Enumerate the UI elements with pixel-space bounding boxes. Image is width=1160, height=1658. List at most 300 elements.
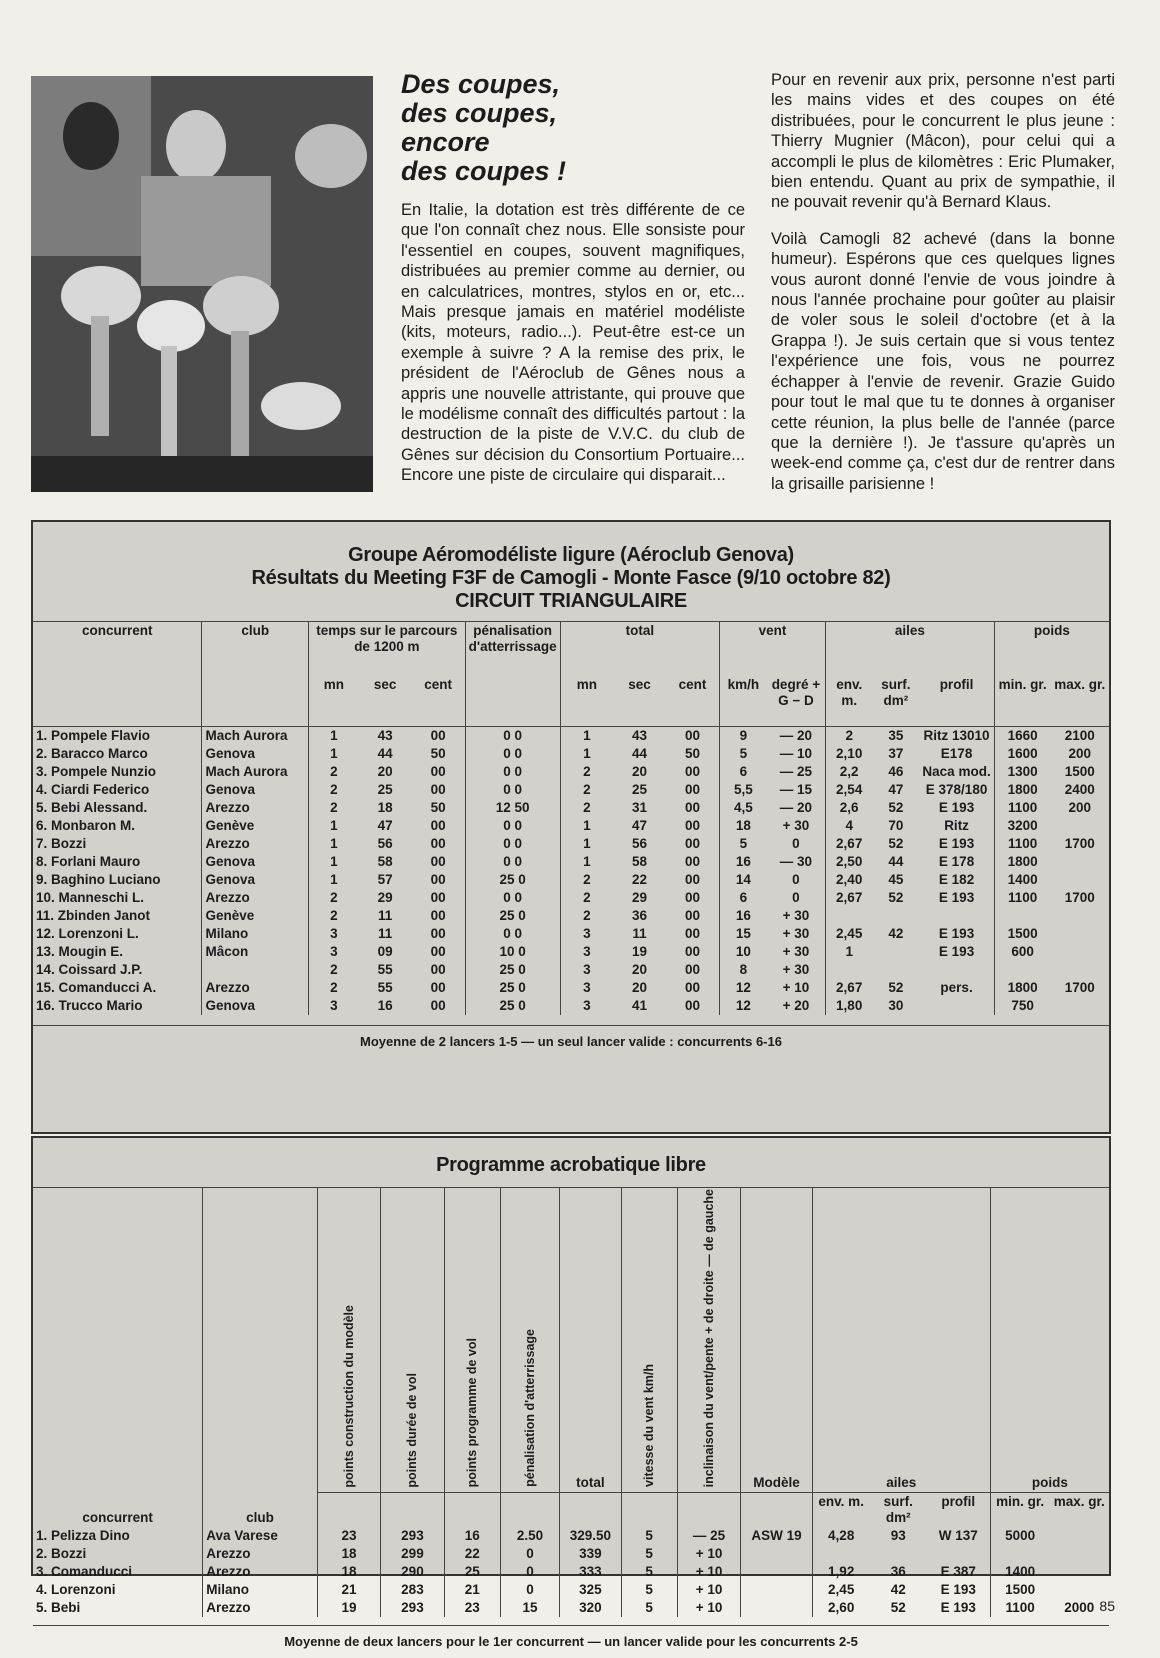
table-cell: 19 bbox=[317, 1599, 380, 1617]
table-cell: 29 bbox=[377, 890, 393, 905]
table-cell: 5 bbox=[621, 1545, 677, 1563]
table-cell: 3 bbox=[560, 943, 613, 961]
table-cell: 20 bbox=[632, 980, 648, 995]
table-cell: 293 bbox=[381, 1527, 444, 1545]
table-cell: 22 bbox=[444, 1545, 500, 1563]
table-cell: 93 bbox=[890, 1528, 906, 1544]
table-cell: 1800 bbox=[994, 781, 1050, 799]
table-cell: 1 bbox=[309, 727, 359, 746]
table-cell: 25 bbox=[377, 782, 393, 797]
table-row bbox=[33, 1545, 1109, 1563]
table-cell: 290 bbox=[381, 1563, 444, 1581]
table-cell bbox=[741, 1563, 813, 1581]
results-grid bbox=[33, 621, 1109, 1015]
table-cell: + 30 bbox=[782, 818, 810, 833]
col-header: profil bbox=[939, 677, 974, 692]
table-cell: 00 bbox=[430, 998, 446, 1013]
table-cell: 00 bbox=[685, 962, 701, 977]
table-cell: Genova bbox=[202, 781, 309, 799]
col-header: pénalisation d'atterrissage bbox=[523, 1329, 538, 1488]
table-cell bbox=[826, 907, 873, 925]
table-cell: 36 bbox=[890, 1564, 906, 1580]
table-cell: E 182 bbox=[938, 872, 975, 887]
table-cell: 57 bbox=[377, 872, 393, 887]
col-header: pénalisation d'atterrissage bbox=[465, 622, 560, 727]
table-cell: 0 0 bbox=[465, 745, 560, 763]
table-cell: 2100 bbox=[1064, 728, 1095, 743]
table-cell: 2,50 bbox=[826, 853, 873, 871]
table-cell: + 10 bbox=[782, 980, 810, 995]
table-row bbox=[33, 745, 1109, 763]
table-cell: 16 bbox=[720, 907, 767, 925]
col-header: ailes bbox=[826, 622, 995, 677]
table-cell: 00 bbox=[430, 908, 446, 923]
table-cell: 52 bbox=[888, 980, 904, 995]
table-cell: 52 bbox=[888, 836, 904, 851]
table-cell: 14 bbox=[720, 871, 767, 889]
table-cell: 44 bbox=[377, 746, 393, 761]
table-cell bbox=[741, 1545, 813, 1563]
heading-line: des coupes, bbox=[401, 98, 558, 128]
table-cell: 13. Mougin E. bbox=[36, 944, 124, 959]
table-cell: 00 bbox=[685, 908, 701, 923]
table-cell bbox=[919, 907, 994, 925]
table-cell: 12 bbox=[720, 997, 767, 1015]
table-cell: 43 bbox=[632, 728, 648, 743]
table-cell: 1 bbox=[560, 745, 613, 763]
table-cell: Genova bbox=[202, 745, 309, 763]
table-cell: 21 bbox=[317, 1581, 380, 1599]
table-cell: 52 bbox=[890, 1600, 906, 1616]
table-cell: 58 bbox=[632, 854, 648, 869]
table-row bbox=[33, 907, 1109, 925]
table-cell: E 193 bbox=[940, 1582, 976, 1598]
table-cell: — 20 bbox=[779, 800, 813, 815]
table-cell bbox=[741, 1581, 813, 1599]
table-cell: 5 bbox=[720, 745, 767, 763]
table-cell: 5 bbox=[621, 1527, 677, 1545]
table-cell: 44 bbox=[632, 746, 648, 761]
table-cell: Arezzo bbox=[203, 1545, 318, 1563]
table-cell: 3. Comanducci bbox=[36, 1564, 133, 1580]
table-cell: 15 bbox=[500, 1599, 559, 1617]
table-cell: 283 bbox=[381, 1581, 444, 1599]
table-cell: 1 bbox=[309, 817, 359, 835]
table-cell bbox=[872, 943, 919, 961]
table-cell: 31 bbox=[632, 800, 648, 815]
col-header: poids bbox=[994, 622, 1109, 677]
col-header: points programme de vol bbox=[465, 1337, 480, 1488]
table-cell: 2,10 bbox=[826, 745, 873, 763]
table-cell: 52 bbox=[888, 890, 904, 905]
table-cell: E 193 bbox=[938, 944, 975, 959]
table-cell: 4,28 bbox=[812, 1527, 869, 1545]
table-cell: 1 bbox=[309, 853, 359, 871]
table-cell: 16 bbox=[720, 853, 767, 871]
table-cell: 15 bbox=[720, 925, 767, 943]
table-cell: 12. Lorenzoni L. bbox=[36, 926, 139, 941]
table-cell: 4,5 bbox=[720, 799, 767, 817]
acro-grid bbox=[33, 1187, 1109, 1617]
table-cell: 2,67 bbox=[826, 889, 873, 907]
table-cell: 6. Monbaron M. bbox=[36, 818, 135, 833]
table-cell: + 30 bbox=[782, 962, 810, 977]
table-cell: 00 bbox=[685, 926, 701, 941]
col-header: concurrent bbox=[82, 1510, 153, 1526]
col-header: mn bbox=[560, 676, 613, 727]
table-cell bbox=[1050, 1581, 1109, 1599]
table-cell bbox=[1050, 1563, 1109, 1581]
table-cell: 0 0 bbox=[465, 781, 560, 799]
table-cell: 5,5 bbox=[720, 781, 767, 799]
table-cell: Arezzo bbox=[202, 979, 309, 997]
table-cell: 47 bbox=[377, 818, 393, 833]
table-cell: 325 bbox=[560, 1581, 621, 1599]
table-row bbox=[33, 1581, 1109, 1599]
table-cell: 14. Coissard J.P. bbox=[36, 962, 143, 977]
table-cell: 25 0 bbox=[465, 997, 560, 1015]
table-cell: 9. Baghino Luciano bbox=[36, 872, 161, 887]
table-cell: Milano bbox=[202, 925, 309, 943]
table-cell: 5 bbox=[720, 835, 767, 853]
table-cell: Genève bbox=[202, 817, 309, 835]
table-cell: 1300 bbox=[994, 763, 1050, 781]
table-cell: 00 bbox=[685, 872, 701, 887]
table-cell: 35 bbox=[888, 728, 904, 743]
table-cell: — 20 bbox=[779, 728, 813, 743]
table-cell: 5 bbox=[621, 1563, 677, 1581]
table-cell bbox=[1051, 853, 1109, 871]
table-cell: 20 bbox=[632, 764, 648, 779]
col-header: profil bbox=[941, 1494, 976, 1510]
article-column-3 bbox=[771, 70, 1115, 494]
table-cell: 11 bbox=[632, 926, 647, 941]
table-row bbox=[33, 889, 1109, 907]
table-cell: 1 bbox=[309, 871, 359, 889]
table-cell: — 30 bbox=[779, 854, 813, 869]
table-cell: W 137 bbox=[938, 1528, 978, 1544]
table-cell: E 378/180 bbox=[925, 782, 988, 797]
table-cell bbox=[919, 997, 994, 1015]
table-title: Résultats du Meeting F3F de Camogli - Monte Fasce (9/10 octobre 82) bbox=[251, 567, 891, 589]
table-cell: 0 0 bbox=[465, 853, 560, 871]
table-cell: 0 bbox=[500, 1581, 559, 1599]
article-paragraph: Pour en revenir aux prix, personne n'est parti les mains vides et des coupes on été distribuées, pour le concurrent le plus jeune : Thierry Mugnier (Mâcon), pour celui qui a accompli le plus de kilomètres : Eric Plumaker, bien entendu. Quant au prix de sympathie, il ne pouvait revenir qu'à Bernard Klaus. bbox=[771, 71, 1115, 212]
table-cell: E178 bbox=[940, 746, 973, 761]
table-cell: 0 0 bbox=[465, 727, 560, 746]
table-cell: 25 bbox=[632, 782, 648, 797]
table-cell: 2,45 bbox=[826, 925, 873, 943]
table-cell bbox=[202, 961, 309, 979]
table-cell: 41 bbox=[632, 998, 648, 1013]
table-cell: 4. Lorenzoni bbox=[36, 1582, 116, 1598]
table-cell: 00 bbox=[685, 800, 701, 815]
table-cell: 00 bbox=[685, 944, 701, 959]
table-row bbox=[33, 997, 1109, 1015]
table-cell: 1 bbox=[560, 727, 613, 746]
table-cell: 36 bbox=[632, 908, 648, 923]
table-cell: 25 0 bbox=[465, 961, 560, 979]
table-cell: 37 bbox=[888, 746, 904, 761]
table-cell: 18 bbox=[720, 817, 767, 835]
table-cell: Milano bbox=[203, 1581, 318, 1599]
table-cell: 50 bbox=[685, 746, 701, 761]
table-cell: Arezzo bbox=[202, 889, 309, 907]
table-cell: 4 bbox=[826, 817, 873, 835]
table-cell: Mach Aurora bbox=[202, 763, 309, 781]
table-cell: 2. Baracco Marco bbox=[36, 746, 148, 761]
table-cell: 2,54 bbox=[826, 781, 873, 799]
col-header: club bbox=[203, 1188, 318, 1528]
table-cell: 2,40 bbox=[826, 871, 873, 889]
table-row bbox=[33, 1527, 1109, 1545]
table-cell: 56 bbox=[632, 836, 648, 851]
article-heading bbox=[401, 70, 745, 186]
table-row bbox=[33, 871, 1109, 889]
col-header: inclinaison du vent/pente + de droite — de gauche bbox=[702, 1189, 717, 1488]
table-cell: 00 bbox=[430, 728, 446, 743]
table-cell: 1400 bbox=[994, 871, 1050, 889]
col-header: env. m. bbox=[812, 1493, 869, 1528]
table-cell: 12 bbox=[720, 979, 767, 997]
table-cell: — 10 bbox=[779, 746, 813, 761]
table-cell: 2,2 bbox=[826, 763, 873, 781]
article-paragraph: Voilà Camogli 82 achevé (dans la bonne humeur). Espérons que ces quelques lignes vous auront donné l'envie de vous joindre à nous l'année prochaine pour goûter au plaisir de voler sous le soleil d'octobre (et à la Grappa !). Je suis certain que si vous tentez l'expérience une fois, vous ne pourrez échapper à l'envie de revenir. Grazie Guido pour tout le mal que tu te donnes à organiser cette réunion, la plus belle de l'année (parce que la dernière !). Je t'assure qu'après un week-end comme ça, c'est dur de rentrer dans la grisaille parisienne ! bbox=[771, 229, 1115, 493]
table-cell: 6 bbox=[720, 889, 767, 907]
table-cell bbox=[994, 907, 1050, 925]
col-header: temps sur le parcours de 1200 m bbox=[309, 622, 466, 677]
col-header: total bbox=[560, 1188, 621, 1493]
table-cell: 29 bbox=[632, 890, 648, 905]
col-header: min. gr. bbox=[990, 1493, 1049, 1528]
table-cell: 0 0 bbox=[465, 763, 560, 781]
table-cell bbox=[990, 1545, 1049, 1563]
table-cell: 7. Bozzi bbox=[36, 836, 87, 851]
table-cell bbox=[919, 961, 994, 979]
table-row bbox=[33, 961, 1109, 979]
table-cell bbox=[870, 1545, 927, 1563]
table-cell: E 193 bbox=[938, 926, 975, 941]
table-cell: 10. Manneschi L. bbox=[36, 890, 145, 905]
table-title: CIRCUIT TRIANGULAIRE bbox=[455, 590, 687, 612]
table-cell: E 193 bbox=[938, 836, 975, 851]
table-cell: 55 bbox=[377, 980, 393, 995]
table-cell: 3 bbox=[560, 979, 613, 997]
table-cell bbox=[1051, 943, 1109, 961]
table-cell: 0 0 bbox=[465, 889, 560, 907]
table-cell: + 10 bbox=[677, 1563, 740, 1581]
table-cell bbox=[1051, 871, 1109, 889]
table-cell: 2000 bbox=[1064, 1600, 1095, 1616]
table-cell: pers. bbox=[940, 980, 973, 995]
table-cell: 43 bbox=[377, 728, 393, 743]
table-cell: 299 bbox=[381, 1545, 444, 1563]
table-cell bbox=[1051, 817, 1109, 835]
table-cell: 0 0 bbox=[465, 817, 560, 835]
table-cell: 0 0 bbox=[465, 835, 560, 853]
table-cell: 1 bbox=[309, 835, 359, 853]
table-cell: 6 bbox=[720, 763, 767, 781]
table-cell: 23 bbox=[444, 1599, 500, 1617]
table-cell bbox=[1050, 1545, 1109, 1563]
table-cell: 1800 bbox=[994, 853, 1050, 871]
col-header: club bbox=[202, 622, 309, 727]
table-cell: 00 bbox=[685, 836, 701, 851]
table-cell: 00 bbox=[685, 764, 701, 779]
table-cell: + 30 bbox=[782, 926, 810, 941]
table-cell: 320 bbox=[560, 1599, 621, 1617]
col-header: surf. dm² bbox=[881, 677, 911, 708]
table-cell: 1 bbox=[560, 817, 613, 835]
table-cell: 00 bbox=[685, 728, 701, 743]
table-cell: 56 bbox=[377, 836, 393, 851]
table-cell: 46 bbox=[888, 764, 904, 779]
table-cell: 1100 bbox=[990, 1599, 1049, 1617]
table-cell: 2 bbox=[560, 763, 613, 781]
table-cell: 00 bbox=[430, 962, 446, 977]
table-title: Groupe Aéromodéliste ligure (Aéroclub Genova) bbox=[348, 544, 794, 566]
table-note: Moyenne de deux lancers pour le 1er concurrent — un lancer valide pour les concurrents 2-5 bbox=[284, 1634, 858, 1650]
table-cell: 00 bbox=[430, 890, 446, 905]
table-cell: Genova bbox=[202, 871, 309, 889]
table-cell: 2,6 bbox=[826, 799, 873, 817]
table-cell: 2 bbox=[309, 979, 359, 997]
table-cell: 44 bbox=[888, 854, 904, 869]
table-cell: 5. Bebi bbox=[36, 1600, 81, 1616]
table-cell: 2 bbox=[309, 763, 359, 781]
col-header: Modèle bbox=[741, 1188, 813, 1493]
table-cell: Ritz 13010 bbox=[923, 728, 990, 743]
results-table-f3f bbox=[31, 520, 1111, 1134]
table-cell: 3 bbox=[309, 997, 359, 1015]
table-cell bbox=[1051, 907, 1109, 925]
table-cell: 1500 bbox=[1064, 764, 1095, 779]
table-cell: 2.50 bbox=[500, 1527, 559, 1545]
table-cell: + 10 bbox=[677, 1599, 740, 1617]
table-cell: 50 bbox=[430, 800, 446, 815]
col-header: max. gr. bbox=[1054, 677, 1106, 692]
table-cell: 25 0 bbox=[465, 979, 560, 997]
table-cell: 00 bbox=[430, 782, 446, 797]
table-cell: 16 bbox=[377, 998, 393, 1013]
table-cell: 2,60 bbox=[812, 1599, 869, 1617]
col-header: cent bbox=[424, 677, 453, 692]
table-row bbox=[33, 979, 1109, 997]
table-cell: Naca mod. bbox=[922, 764, 991, 779]
table-cell: 00 bbox=[430, 836, 446, 851]
col-header: vent bbox=[720, 622, 826, 677]
table-cell: 1500 bbox=[994, 925, 1050, 943]
page-number: 85 bbox=[1099, 1598, 1115, 1614]
table-cell: 1100 bbox=[994, 835, 1050, 853]
table-cell: 3 bbox=[309, 925, 359, 943]
table-cell: 1 bbox=[560, 853, 613, 871]
table-cell: 18 bbox=[317, 1563, 380, 1581]
table-cell: 2 bbox=[309, 799, 359, 817]
table-row bbox=[33, 817, 1109, 835]
table-cell: 11. Zbinden Janot bbox=[36, 908, 151, 923]
table-cell: 2 bbox=[826, 727, 873, 746]
table-row bbox=[33, 943, 1109, 961]
table-cell: 5 bbox=[621, 1581, 677, 1599]
table-cell: 00 bbox=[430, 854, 446, 869]
table-row bbox=[33, 763, 1109, 781]
table-cell bbox=[741, 1599, 813, 1617]
table-cell: Ritz bbox=[944, 818, 969, 833]
table-cell bbox=[1051, 925, 1109, 943]
table-cell: E 193 bbox=[938, 800, 975, 815]
table-cell: Genève bbox=[202, 907, 309, 925]
table-cell bbox=[872, 961, 919, 979]
table-cell: 16. Trucco Mario bbox=[36, 998, 143, 1013]
table-cell: 2 bbox=[560, 889, 613, 907]
table-cell: 00 bbox=[430, 926, 446, 941]
table-cell: 09 bbox=[377, 944, 393, 959]
table-cell bbox=[1050, 1527, 1109, 1545]
table-cell: Genova bbox=[202, 997, 309, 1015]
table-cell: — 15 bbox=[779, 782, 813, 797]
col-header: cent bbox=[678, 677, 707, 692]
table-cell: 23 bbox=[317, 1527, 380, 1545]
table-cell: 5 bbox=[621, 1599, 677, 1617]
table-cell: 0 0 bbox=[465, 925, 560, 943]
table-cell: 1 bbox=[560, 835, 613, 853]
table-row bbox=[33, 835, 1109, 853]
table-cell: 00 bbox=[685, 782, 701, 797]
heading-line: Des coupes, bbox=[401, 69, 561, 99]
trophies-photo bbox=[31, 76, 373, 492]
article-paragraph: En Italie, la dotation est très différente de ce que l'on connaît chez nous. Elle sonsiste pour l'essentiel en coupes, souvent magnifiques, distribuées au premier comme au dernier, ou en calculatrices, montres, stylos en or, etc... Mais presque jamais en matériel modéliste (kits, moteurs, radio...). Peut-être est-ce un exemple à suivre ? A la remise des prix, le président de l'Aéroclub de Gênes nous a appris une nouvelle attristante, qui prouve que le modélisme connaît des difficultés partout : la destruction de la piste de V.V.C. du club de Gênes sur décision du Consortium Portuaire... Encore une piste de circulaire qui disparait... bbox=[401, 201, 745, 485]
table-cell: 2 bbox=[309, 907, 359, 925]
table-cell bbox=[872, 907, 919, 925]
table-note: Moyenne de 2 lancers 1-5 — un seul lancer valide : concurrents 6-16 bbox=[360, 1034, 782, 1049]
table-cell bbox=[1051, 961, 1109, 979]
table-cell: 3200 bbox=[994, 817, 1050, 835]
table-cell: 21 bbox=[444, 1581, 500, 1599]
table-cell: 293 bbox=[381, 1599, 444, 1617]
table-cell: 2,67 bbox=[826, 835, 873, 853]
table-cell: 70 bbox=[888, 818, 904, 833]
table-cell: 25 0 bbox=[465, 907, 560, 925]
table-cell: 00 bbox=[430, 872, 446, 887]
table-cell: 2 bbox=[309, 781, 359, 799]
table-cell bbox=[1051, 997, 1109, 1015]
table-cell: 2 bbox=[560, 907, 613, 925]
table-cell: 3 bbox=[560, 925, 613, 943]
table-cell: 1400 bbox=[990, 1563, 1049, 1581]
table-cell: 1100 bbox=[994, 889, 1050, 907]
table-cell: 2. Bozzi bbox=[36, 1546, 87, 1562]
table-cell: 1600 bbox=[994, 745, 1050, 763]
table-cell: 42 bbox=[890, 1582, 906, 1598]
table-cell: 9 bbox=[720, 727, 767, 746]
table-cell: 1800 bbox=[994, 979, 1050, 997]
table-cell: E 178 bbox=[938, 854, 975, 869]
table-cell: 2,45 bbox=[812, 1581, 869, 1599]
table-cell: 55 bbox=[377, 962, 393, 977]
table-cell: E 193 bbox=[940, 1600, 976, 1616]
table-cell: 2 bbox=[560, 799, 613, 817]
table-cell: 8 bbox=[720, 961, 767, 979]
table-cell: 45 bbox=[888, 872, 904, 887]
table-cell: + 30 bbox=[782, 908, 810, 923]
table-cell: 2 bbox=[560, 871, 613, 889]
table-cell: 10 bbox=[720, 943, 767, 961]
table-row bbox=[33, 1599, 1109, 1617]
table-cell: 58 bbox=[377, 854, 393, 869]
table-cell: 200 bbox=[1068, 746, 1092, 761]
table-cell: 3 bbox=[309, 943, 359, 961]
